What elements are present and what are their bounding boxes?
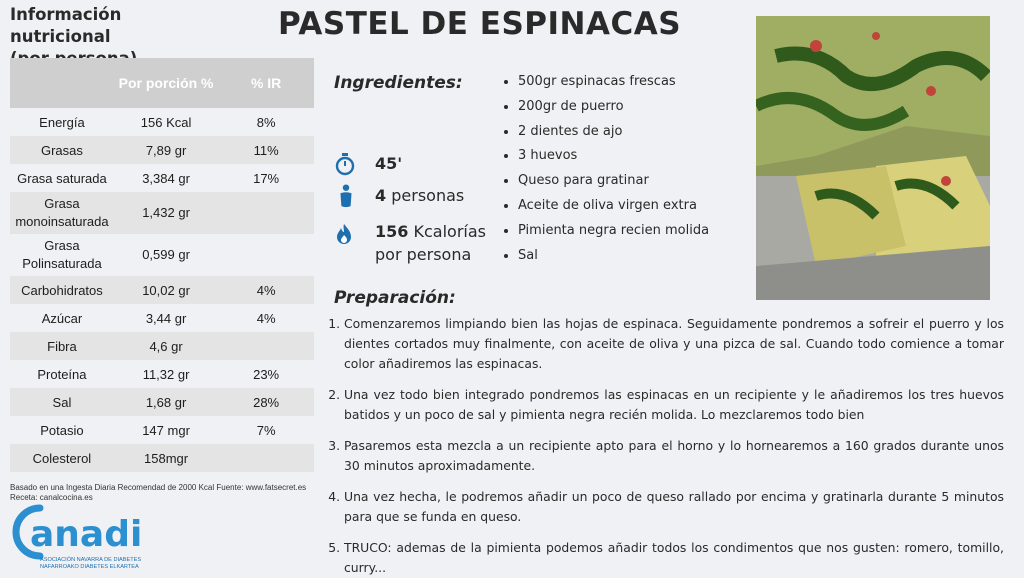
list-item: 5. TRUCO: ademas de la pimienta podemos añadir todos los condimentos que nos gusten: romero, tomillo, curry... <box>344 538 1004 578</box>
list-item: • Queso para gratinar <box>518 169 709 194</box>
nutrient-name: Potasio <box>10 416 114 444</box>
list-item: • 2 dientes de ajo <box>518 120 709 145</box>
header-ir: % IR <box>218 58 314 108</box>
table-row <box>10 304 314 332</box>
calories-line1 <box>375 220 486 243</box>
nutrient-value: 147 mgr <box>114 416 218 444</box>
nutrient-value: 1,432 gr <box>114 192 218 234</box>
nutrient-ir: 11% <box>218 136 314 164</box>
calories-label: Kcalorías <box>413 222 486 241</box>
flame-icon <box>334 222 354 246</box>
list-item: 4. Una vez hecha, le podremos añadir un poco de queso rallado por encima y gratinarla durante 5 minutos para que se funda en queso. <box>344 487 1004 527</box>
preparation-heading: Preparación: <box>334 288 456 308</box>
nutrient-value: 4,6 gr <box>114 332 218 360</box>
nutrient-ir: 7% <box>218 416 314 444</box>
photo-illustration <box>756 16 990 300</box>
anadi-logo <box>10 500 160 572</box>
stopwatch-icon <box>335 152 355 176</box>
table-row <box>10 360 314 388</box>
nutrient-value: 3,384 gr <box>114 164 218 192</box>
servings-label: personas <box>391 186 465 205</box>
nutrient-name: Grasa monoinsaturada <box>10 192 114 234</box>
list-item: • Sal <box>518 244 709 269</box>
nutrient-name: Fibra <box>10 332 114 360</box>
list-item: • 500gr espinacas frescas <box>518 70 709 95</box>
calories <box>375 220 486 266</box>
table-row <box>10 388 314 416</box>
table-row <box>10 276 314 304</box>
table-row <box>10 332 314 360</box>
nutrient-value: 10,02 gr <box>114 276 218 304</box>
nutrient-value: 158mgr <box>114 444 218 472</box>
nutrient-name: Grasas <box>10 136 114 164</box>
table-row <box>10 234 314 276</box>
calories-number: 156 <box>375 222 409 241</box>
list-item: • 3 huevos <box>518 144 709 169</box>
table-row <box>10 192 314 234</box>
cooking-time <box>375 154 402 173</box>
nutrient-name: Sal <box>10 388 114 416</box>
nutrient-ir: 28% <box>218 388 314 416</box>
list-item: • Pimienta negra recien molida <box>518 219 709 244</box>
servings <box>375 186 464 205</box>
table-row <box>10 108 314 136</box>
nutrient-ir: 17% <box>218 164 314 192</box>
nutrient-ir <box>218 332 314 360</box>
table-row <box>10 444 314 472</box>
nutrition-table <box>10 58 314 472</box>
preparation-steps <box>330 314 1004 578</box>
nutrition-title-line1: Información nutricional <box>10 5 122 46</box>
nutrient-name: Colesterol <box>10 444 114 472</box>
nutrient-name: Grasa Polinsaturada <box>10 234 114 276</box>
nutrient-value: 1,68 gr <box>114 388 218 416</box>
header-empty <box>10 58 114 108</box>
recipe-title: PASTEL DE ESPINACAS <box>278 6 682 42</box>
nutrient-value: 7,89 gr <box>114 136 218 164</box>
logo-subtitle-2: NAFARROAKO DIABETES ELKARTEA <box>40 564 139 570</box>
ingredients-heading: Ingredientes: <box>334 73 463 93</box>
calories-per-person: por persona <box>375 245 472 264</box>
table-row <box>10 136 314 164</box>
nutrient-name: Proteína <box>10 360 114 388</box>
list-item: 1. Comenzaremos limpiando bien las hojas de espinaca. Seguidamente pondremos a sofreir el puerro y los dientes cortados muy finalmente, con aceite de oliva y una pizca de sal. Cuando todo comience a tomar color añadiremos las espinacas. <box>344 314 1004 374</box>
logo-subtitle-1: ASOCIACIÓN NAVARRA DE DIABETES <box>40 557 142 563</box>
nutrient-ir <box>218 444 314 472</box>
nutrient-ir <box>218 192 314 234</box>
servings-number: 4 <box>375 186 387 205</box>
nutrient-ir: 4% <box>218 276 314 304</box>
logo-text: anadi <box>30 514 143 555</box>
list-item: 3. Pasaremos esta mezcla a un recipiente apto para el horno y lo hornearemos a 160 grados durante unos 30 minutos aproximadamente. <box>344 436 1004 476</box>
table-row <box>10 416 314 444</box>
nutrient-name: Azúcar <box>10 304 114 332</box>
table-row <box>10 164 314 192</box>
nutrient-ir: 4% <box>218 304 314 332</box>
person-icon <box>336 184 356 208</box>
spinach-pie-photo <box>756 16 990 300</box>
time-value: 45' <box>375 154 403 173</box>
footnote-line2: Receta: canalcocina.es <box>10 493 93 502</box>
list-item: • Aceite de oliva virgen extra <box>518 194 709 219</box>
nutrient-ir <box>218 234 314 276</box>
nutrient-value: 0,599 gr <box>114 234 218 276</box>
nutrient-value: 3,44 gr <box>114 304 218 332</box>
list-item: 2. Una vez todo bien integrado pondremos las espinacas en un recipiente y le añadiremos los tres huevos batidos y un poco de sal y pimienta negra recién molida. Lo mezclaremos todo bien <box>344 385 1004 425</box>
nutrition-header-row <box>10 58 314 108</box>
nutrient-name: Carbohidratos <box>10 276 114 304</box>
nutrient-ir: 23% <box>218 360 314 388</box>
list-item: • 200gr de puerro <box>518 95 709 120</box>
nutrient-ir: 8% <box>218 108 314 136</box>
ingredients-list <box>500 70 709 268</box>
nutrient-value: 11,32 gr <box>114 360 218 388</box>
footnote-line1: Basado en una Ingesta Diaria Recomendad de 2000 Kcal Fuente: www.fatsecret.es <box>10 483 307 492</box>
nutrient-name: Energía <box>10 108 114 136</box>
header-portion: Por porción % <box>114 58 218 108</box>
nutrient-name: Grasa saturada <box>10 164 114 192</box>
nutrient-value: 156 Kcal <box>114 108 218 136</box>
